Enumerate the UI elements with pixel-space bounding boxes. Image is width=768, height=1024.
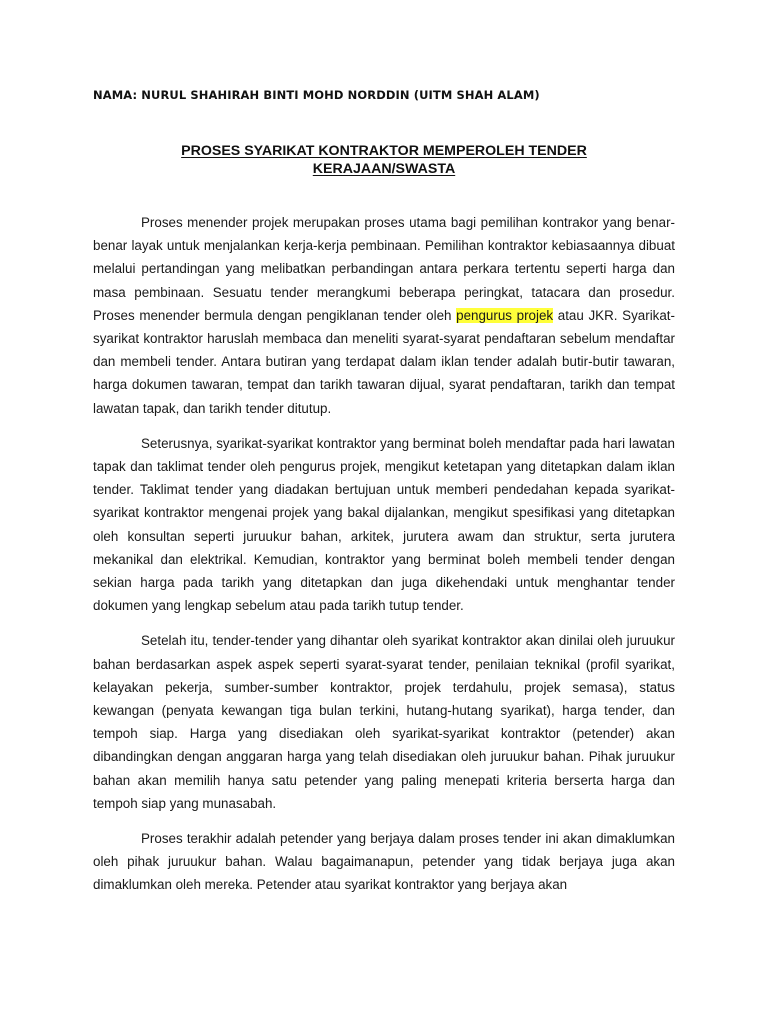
paragraph-4: Proses terakhir adalah petender yang berjaya dalam proses tender ini akan dimaklumkan oleh pihak juruukur bahan. Walau bagaimanapun, petender yang tidak berjaya juga akan dimaklumkan oleh mereka. Petender atau syarikat kontraktor yang berjaya akan [93, 831, 675, 893]
document-body [93, 211, 675, 909]
title-line-1: PROSES SYARIKAT KONTRAKTOR MEMPEROLEH TENDER [181, 143, 587, 159]
author-name-line: NAMA: NURUL SHAHIRAH BINTI MOHD NORDDIN (UITM SHAH ALAM) [93, 88, 540, 102]
title-line-2: KERAJAAN/SWASTA [312, 161, 456, 177]
paragraph-1 [93, 211, 675, 420]
paragraph-1-text-end: atau JKR. Syarikat-syarikat kontraktor haruslah membaca dan meneliti syarat-syarat pendaftaran sebelum mendaftar dan membeli tender. Antara butiran yang terdapat dalam iklan tender adalah butir-butir tawaran, harga dokumen tawaran, tempat dan tarikh tawaran dijual, syarat pendaftaran, tarikh dan tempat lawatan tapak, dan tarikh tender ditutup. [93, 307, 675, 416]
paragraph-1-text-start: Proses menender projek merupakan proses utama bagi pemilihan kontrakor yang benar-benar layak untuk menjalankan kerja-kerja pembinaan. Pemilihan kontraktor kebiasaannya dibuat melalui pertandingan yang melibatkan perbandingan antara perkara tertentu seperti harga dan masa pembinaan. Sesuatu tender merangkumi beberapa peringkat, tatacara dan prosedur. Proses menender bermula dengan pengiklanan tender oleh [93, 215, 675, 323]
paragraph-3: Setelah itu, tender-tender yang dihantar oleh syarikat kontraktor akan dinilai oleh juruukur bahan berdasarkan aspek aspek seperti syarat-syarat tender, penilaian teknikal (profil syarikat, kelayakan pekerja, sumber-sumber kontraktor, projek terdahulu, projek semasa), status kewangan (penyata kewangan tiga bulan terkini, hutang-hutang syarikat), harga tender, dan tempoh siap. Harga yang disediakan oleh syarikat-syarikat kontraktor (petender) akan dibandingkan dengan anggaran harga yang telah disediakan oleh juruukur bahan. Pihak juruukur bahan akan memilih hanya satu petender yang paling menepati kriteria berserta harga dan tempoh siap yang munasabah. [93, 633, 675, 811]
document-title [93, 142, 675, 178]
highlighted-text: pengurus projek [456, 307, 554, 323]
paragraph-2: Seterusnya, syarikat-syarikat kontraktor yang berminat boleh mendaftar pada hari lawatan tapak dan taklimat tender oleh pengurus projek, mengikut ketetapan yang ditetapkan dalam iklan tender. Taklimat tender yang diadakan bertujuan untuk memberi pendedahan kepada syarikat-syarikat kontraktor mengenai projek yang bakal dijalankan, mengikut spesifikasi yang ditetapkan oleh konsultan seperti juruukur bahan, arkitek, jurutera awam dan struktur, serta jurutera mekanikal dan elektrikal. Kemudian, kontraktor yang berminat boleh membeli tender dengan sekian harga pada tarikh yang ditetapkan dan juga dikehendaki untuk menghantar tender dokumen yang lengkap sebelum atau pada tarikh tutup tender. [93, 435, 675, 614]
